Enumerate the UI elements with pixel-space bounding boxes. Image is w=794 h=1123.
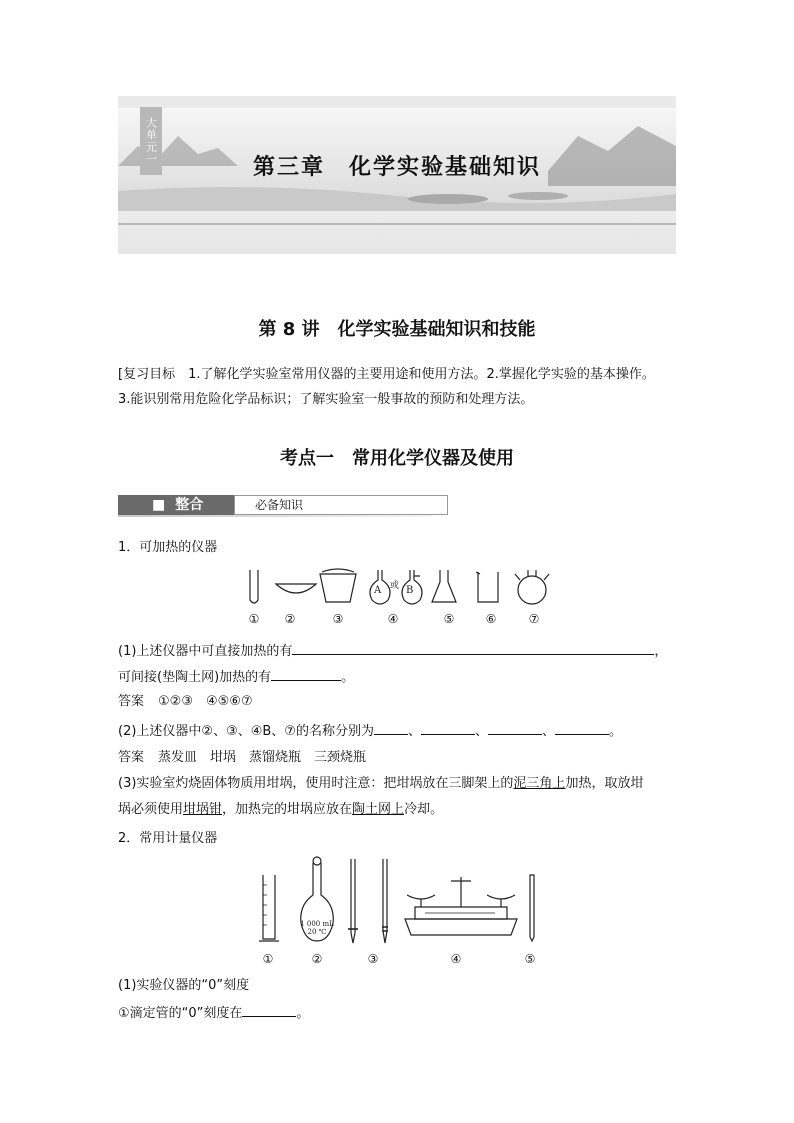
flask-b-label: B: [406, 585, 414, 596]
part2-q1-item1: ①滴定管的“0”刻度在 。: [118, 1002, 309, 1024]
answer-blank[interactable]: [292, 640, 654, 655]
answer-blank[interactable]: [242, 1002, 296, 1017]
square-bullet-icon: ■: [152, 497, 166, 513]
review-goal-line2: 3.能识别常用危险化学品标识；了解实验室一般事故的预防和处理方法。: [118, 392, 534, 407]
part1-q2: (2)上述仪器中②、③、④B、⑦的名称分别为 、 、 、 。: [118, 720, 622, 742]
review-goal-line1: [复习目标 1.了解化学实验室常用仪器的主要用途和使用方法。2.掌握化学实验的基本操作。: [118, 367, 655, 382]
measuring-instruments-figure: [255, 855, 545, 947]
chapter-title: 第三章 化学实验基础知识: [252, 155, 541, 180]
instrument-number: ⑤: [443, 612, 455, 626]
evaporating-dish-icon: [276, 584, 316, 593]
section-tag: ■ 整合: [118, 495, 234, 515]
crucible-icon: [320, 574, 356, 602]
heatable-instruments-figure: [240, 566, 560, 610]
section-bar: [118, 495, 432, 519]
instrument-number: ②: [311, 952, 323, 966]
part1-q3-line2: 埚必须使用坩埚钳，加热完的坩埚应放在陶土网上冷却。: [118, 802, 444, 817]
answer-blank[interactable]: [374, 720, 408, 735]
instrument-number: ⑤: [524, 952, 536, 966]
instrument-number: ①: [248, 612, 260, 626]
graduated-cylinder-icon: [259, 875, 279, 941]
section-title: 考点一 常用化学仪器及使用: [280, 448, 514, 469]
flask-or-label: 或: [390, 581, 400, 591]
section-subtitle: 必备知识: [234, 495, 448, 515]
part2-heading: 2．常用计量仪器: [118, 831, 218, 846]
three-neck-flask-icon: [518, 576, 546, 604]
underlined-answer: 坩埚钳: [183, 802, 223, 817]
instrument-number: ④: [450, 952, 462, 966]
underlined-answer: 陶土网上: [352, 802, 405, 817]
instrument-number: ①: [262, 952, 274, 966]
part1-answer2: 答案 蒸发皿 坩埚 蒸馏烧瓶 三颈烧瓶: [118, 750, 367, 765]
flask-a-label: A: [374, 585, 382, 596]
test-tube-icon: [250, 570, 258, 603]
flask-temp-label: 20 ℃: [307, 928, 327, 936]
instrument-number: ②: [284, 612, 296, 626]
part1-q1-line1: (1)上述仪器中可直接加热的有 ，: [118, 640, 667, 662]
part1-q3-line1: (3)实验室灼烧固体物质用坩埚，使用时注意：把坩埚放在三脚架上的泥三角上加热，取放坩: [118, 776, 644, 791]
instrument-number: ⑥: [485, 612, 497, 626]
conical-flask-icon: [432, 570, 456, 602]
answer-blank[interactable]: [488, 720, 542, 735]
lecture-title: 第 8 讲 化学实验基础知识和技能: [258, 319, 536, 340]
part2-q1-heading: (1)实验仪器的“0”刻度: [118, 978, 250, 993]
answer-blank[interactable]: [271, 666, 341, 681]
beaker-icon: [476, 572, 498, 602]
part1-heading: 1．可加热的仪器: [118, 540, 218, 555]
instrument-number: ④: [387, 612, 399, 626]
part1-answer1: 答案 ①②③ ④⑤⑥⑦: [118, 694, 253, 709]
flask-volume-label: 1 000 mL: [300, 920, 334, 928]
instrument-number: ⑦: [528, 612, 540, 626]
answer-blank[interactable]: [421, 720, 475, 735]
burette-acid-icon: [351, 859, 355, 943]
instrument-number: ③: [332, 612, 344, 626]
balance-icon: [405, 877, 517, 935]
answer-blank[interactable]: [555, 720, 609, 735]
thermometer-icon: [530, 875, 534, 941]
underlined-answer: 泥三角上: [513, 776, 566, 791]
instrument-number: ③: [367, 952, 379, 966]
part1-q1-line2: 可间接(垫陶土网)加热的有 。: [118, 666, 354, 688]
unit-tag: 大单元一: [140, 107, 162, 175]
